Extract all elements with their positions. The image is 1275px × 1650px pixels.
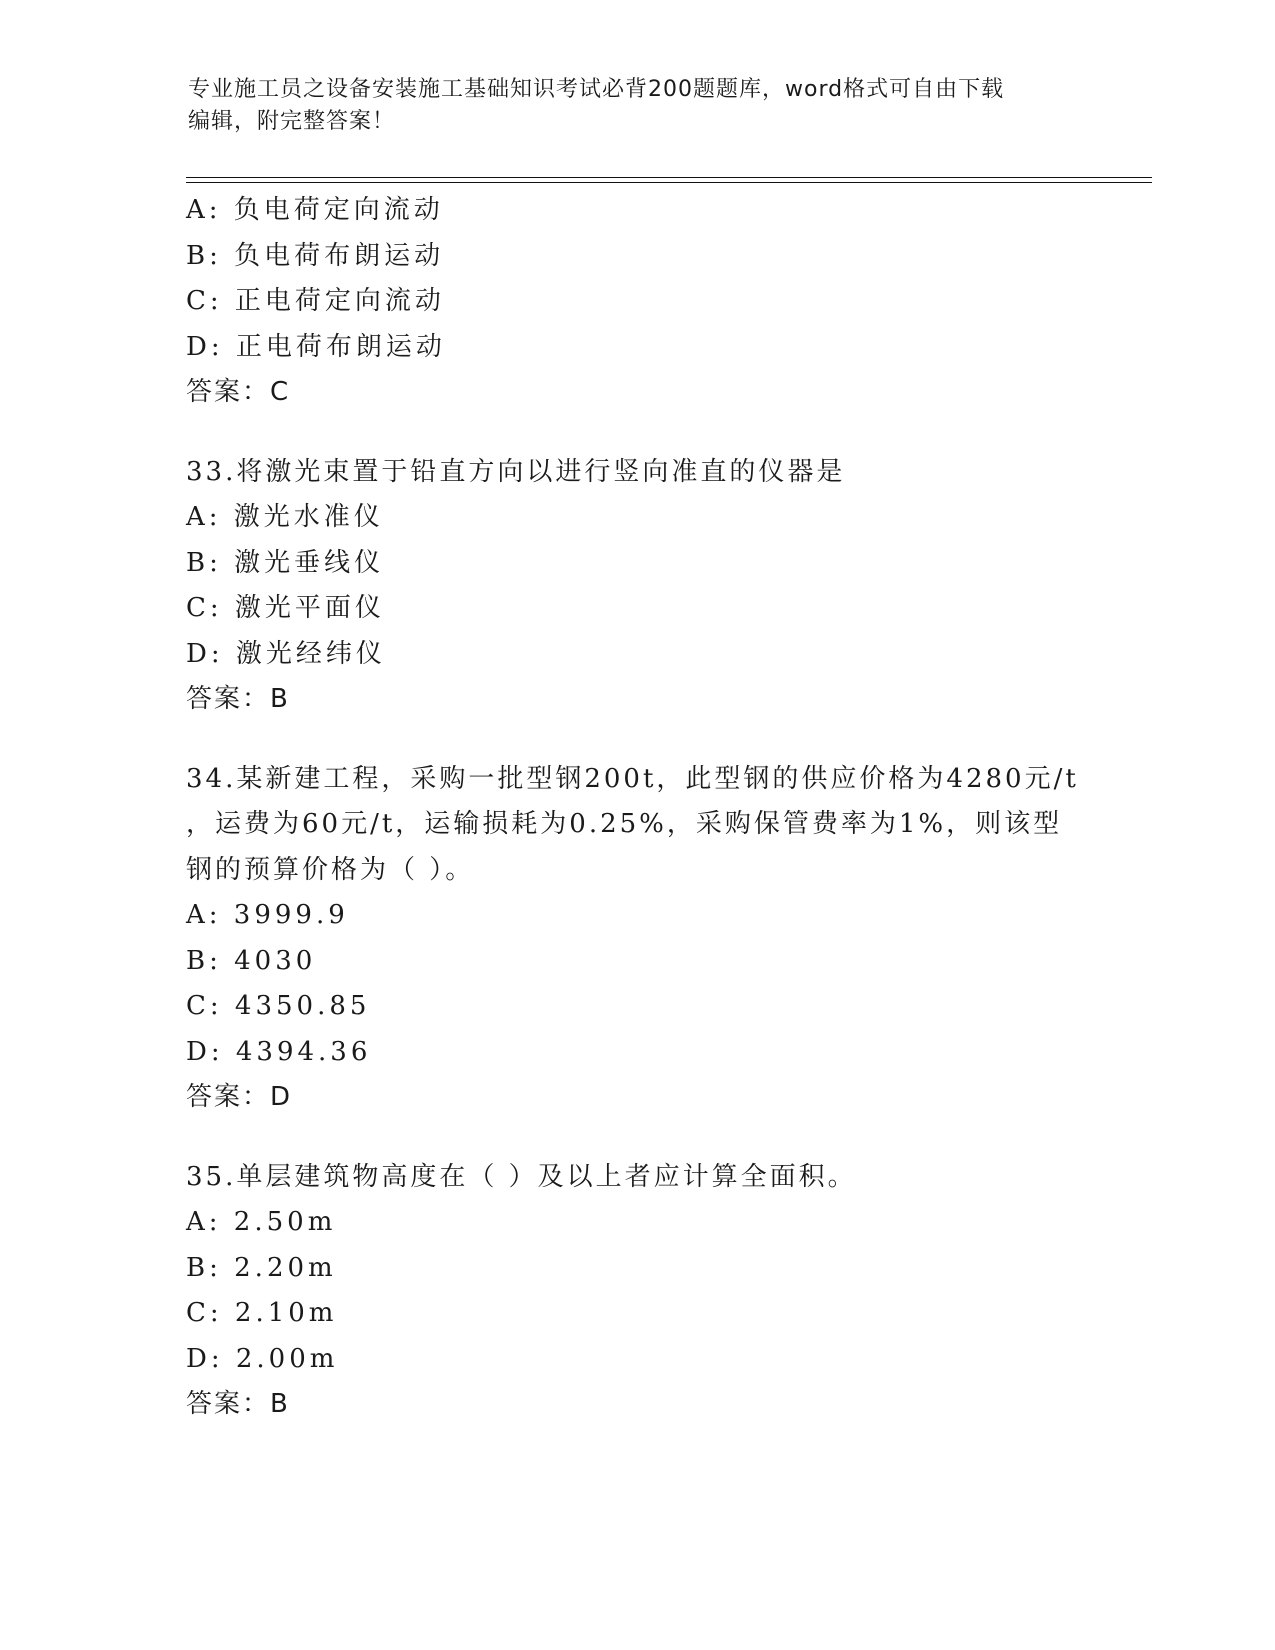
question-list (186, 188, 1086, 1462)
option-c: C: 激光平面仪 (186, 593, 385, 623)
option-b: B: 激光垂线仪 (186, 547, 385, 578)
question-item (186, 757, 1086, 1121)
option-a: A: 3999.9 (186, 900, 349, 930)
header-line-2: 编辑，附完整答案！ (188, 109, 396, 134)
question-stem: 35.单层建筑物高度在（ ）及以上者应计算全面积。 (186, 1161, 857, 1192)
answer-line: 答案：D (186, 1082, 293, 1112)
option-c: C: 2.10m (186, 1298, 338, 1328)
option-d: D: 4394.36 (186, 1036, 372, 1067)
document-header (188, 74, 1068, 138)
option-d: D: 正电荷布朗运动 (186, 331, 446, 362)
question-item (186, 1155, 1086, 1428)
option-a: A: 激光水准仪 (186, 502, 384, 532)
option-c: C: 正电荷定向流动 (186, 286, 445, 316)
option-c: C: 4350.85 (186, 991, 371, 1021)
header-divider-top (186, 177, 1152, 178)
option-b: B: 4030 (186, 945, 317, 976)
option-a: A: 2.50m (186, 1207, 337, 1237)
option-b: B: 2.20m (186, 1252, 337, 1283)
question-item (186, 450, 1086, 723)
answer-line: 答案：B (186, 1389, 290, 1419)
answer-line: 答案：C (186, 377, 291, 407)
question-stem: 钢的预算价格为（ ）。 (186, 854, 475, 885)
question-stem: ，运费为60元/t，运输损耗为0.25%，采购保管费率为1%，则该型 (186, 809, 1063, 839)
header-divider-bottom (186, 182, 1152, 183)
option-d: D: 激光经纬仪 (186, 638, 386, 669)
question-stem: 34.某新建工程，采购一批型钢200t，此型钢的供应价格为4280元/t (186, 763, 1079, 794)
answer-line: 答案：B (186, 684, 290, 714)
option-b: B: 负电荷布朗运动 (186, 240, 445, 271)
question-item (186, 188, 1086, 416)
question-stem: 33.将激光束置于铅直方向以进行竖向准直的仪器是 (186, 456, 846, 487)
header-line-1: 专业施工员之设备安装施工基础知识考试必背200题题库，word格式可自由下载 (188, 77, 1005, 102)
option-d: D: 2.00m (186, 1343, 339, 1374)
option-a: A: 负电荷定向流动 (186, 195, 444, 225)
